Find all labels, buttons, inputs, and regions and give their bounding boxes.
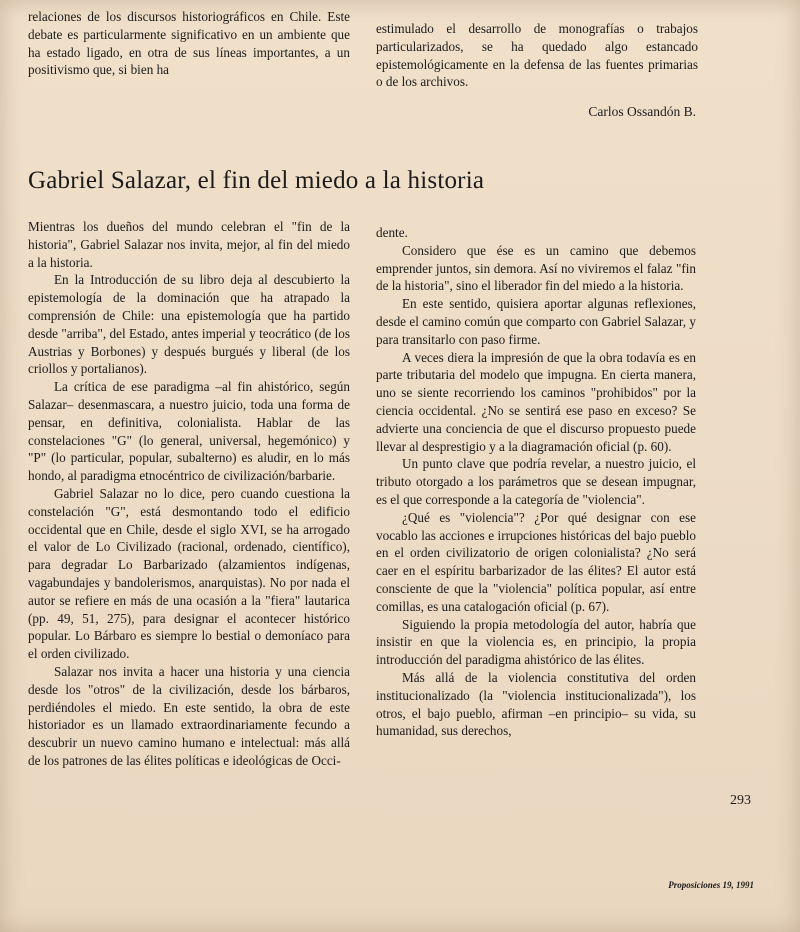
- previous-article-author: Carlos Ossandón B.: [588, 104, 696, 119]
- paragraph: dente.: [376, 225, 408, 240]
- previous-article-end-left: [28, 8, 350, 79]
- previous-article-text-left: relaciones de los discursos historiográficos en Chile. Este debate es particularmente significativo en un ambiente que ha estado ligado, en otra de sus líneas importantes, a un positivismo que, si bien ha: [28, 9, 350, 78]
- paragraph: ¿Qué es "violencia"? ¿Por qué designar con ese vocablo las acciones e irrupciones históricas del bajo pueblo en el orden civilizatorio de origen colonialista? ¿No será caer en el espíritu barbarizador de las élites? El autor está consciente de que la "violencia" política popular, así entre comillas, es una catalogación oficial (p. 67).: [376, 509, 696, 614]
- paragraph: Salazar nos invita a hacer una historia y una ciencia desde los "otros" de la civilización, desde los bárbaros, perdiéndoles el miedo. En este sentido, la obra de este historiador es un llamado extraordinariamente fecundo a descubrir un nuevo camino humano e intelectual: más allá de los patrones de las élites políticas e ideológicas de Occi-: [28, 663, 350, 768]
- paragraph: Un punto clave que podría revelar, a nuestro juicio, el tributo otorgado a los parámetros que se desean impugnar, es el que corresponde a la categoría de "violencia".: [376, 456, 696, 507]
- page-number: 293: [730, 793, 751, 808]
- body-column-right: [376, 224, 696, 740]
- article-title: Gabriel Salazar, el fin del miedo a la historia: [28, 166, 485, 194]
- paragraph: Considero que ése es un camino que debemos emprender juntos, sin demora. Así no viviremos el falaz "fin de la historia", sino el liberador fin del miedo a la historia.: [376, 242, 696, 294]
- paragraph: Gabriel Salazar no lo dice, pero cuando cuestiona la constelación "G", está desmontando todo el edificio occidental que en Chile, desde el siglo XVI, se ha arrogado el valor de Lo Civilizado (racional, ordenado, científico), para degradar Lo Barbarizado (alzamientos indígenas, vagabundajes y bandolerismos, anarquistas). No por nada el autor se refiere en más de una ocasión a la "fiera" lautarica (pp. 49, 51, 275), para designar el acontecer histórico popular. Lo Bárbaro es siempre lo bestial o demoníaco para el orden civilizado.: [28, 485, 350, 662]
- paragraph: La crítica de ese paradigma –al fin ahistórico, según Salazar– desenmascara, a nuestro juicio, toda una forma de pensar, en definitiva, colonialista. Hablar de las constelaciones "G" (lo general, universal, hegemónico) y "P" (lo particular, popular, subalterno) es aludir, en lo más hondo, al paradigma etnocéntrico de civilización/barbarie.: [28, 379, 350, 484]
- paragraph: A veces diera la impresión de que la obra todavía es en parte tributaria del modelo que impugna. En cierta manera, uno se siente recorriendo los caminos "prohibidos" por la ciencia occidental. ¿No se sentirá ese paso en exceso? Se advierte una conciencia de que el discurso propuesto puede llevar al desprestigio y a la diagramación oficial (p. 60).: [376, 349, 696, 454]
- journal-footer: Proposiciones 19, 1991: [668, 880, 754, 890]
- paragraph: Más allá de la violencia constitutiva del orden institucionalizado (la "violencia institucionalizada"), los otros, el bajo pueblo, afirman –en principio– su vida, su humanidad, sus derechos,: [376, 669, 696, 739]
- body-column-left: [28, 218, 350, 770]
- paragraph: En este sentido, quisiera aportar algunas reflexiones, desde el camino común que comparto con Gabriel Salazar, y para transitarlo con paso firme.: [376, 296, 696, 347]
- paragraph: En la Introducción de su libro deja al descubierto la epistemología de la dominación que ha atrapado la comprensión de Chile: una epistemología que ha partido desde "arriba", del Estado, antes imperial y teocrático (de los Austrias y Borbones) y después burgués y liberal (de los criollos y portalianos).: [28, 272, 350, 377]
- previous-article-text-right: estimulado el desarrollo de monografías o trabajos particularizados, se ha quedado algo estancado epistemológicamente en la defensa de las fuentes primarias o de los archivos.: [376, 21, 698, 90]
- previous-article-end-right: [376, 20, 698, 91]
- paragraph: Siguiendo la propia metodología del autor, habría que insistir en que la violencia es, en principio, la propia introducción del paradigma ahistórico de las élites.: [376, 616, 696, 668]
- paragraph: Mientras los dueños del mundo celebran el "fin de la historia", Gabriel Salazar nos invita, mejor, al fin del miedo a la historia.: [28, 219, 350, 270]
